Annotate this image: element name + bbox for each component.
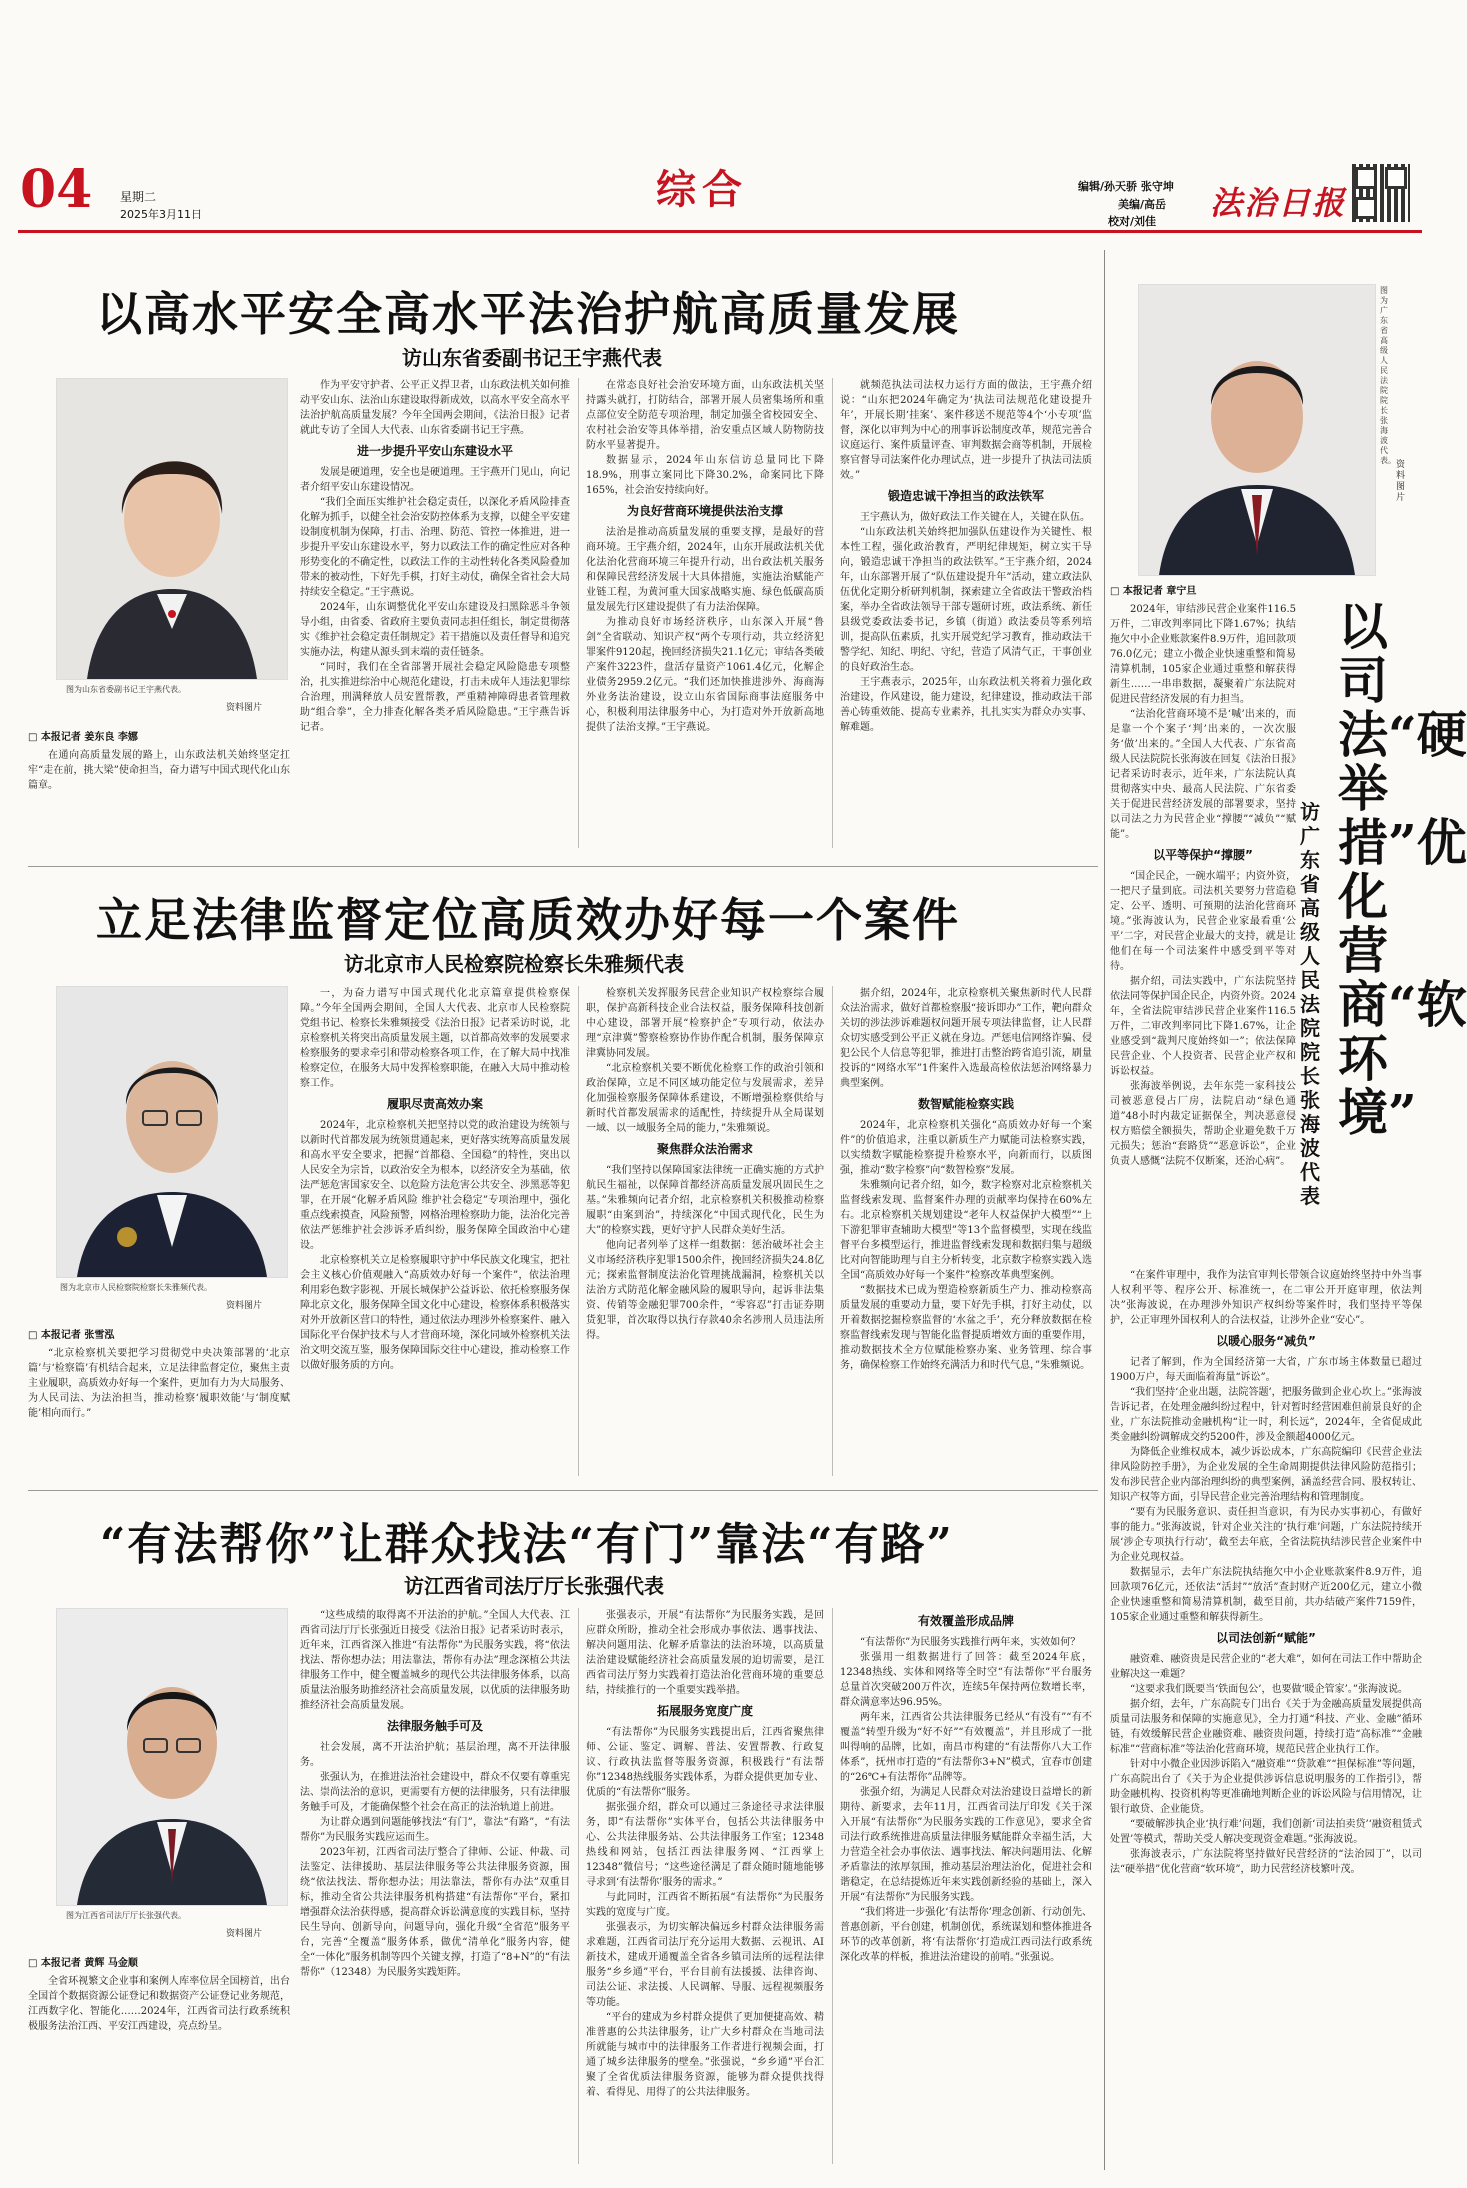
article2-section-heading: 以平等保护“撑腰”	[1153, 848, 1253, 862]
article4-section-heading: 法律服务触手可及	[386, 1719, 483, 1733]
article2-para: 张海波举例说，去年东莞一家科技公司被恶意侵占厂房，法院启动“绿色通道”48小时内裁定证据保全，判决恶意侵权方赔偿全额损失，帮助企业避免数千万元损失；惩治“套路贷”“恶意诉讼”，企业负责人感慨“法院不仅断案，还治心病”。	[1110, 1081, 1296, 1167]
column-divider	[1104, 250, 1105, 2170]
article2-section-heading: 以司法创新“赋能”	[1216, 1631, 1316, 1645]
article1-photo-credit: 资料图片	[226, 703, 263, 713]
article2-para: 张海波表示，广东法院将坚持做好民营经济的“法治园丁”，以司法“硬举措”优化营商“软环境”，助力民营经济枝繁叶茂。	[1110, 1849, 1422, 1875]
article4-lead: 全省环视繁文企业事和案例人库率位居全国榜首，出台全国首个数据资源公证登记和数据资产公证登记业务规范，江西数字化、智能化……2024年，江西省司法行政系统积极服务法治江西、平安江西建设，亮点纷呈。	[28, 1976, 290, 2032]
article1-para: “山东政法机关始终把加强队伍建设作为关键性、根本性工程，强化政治教育，严明纪律规矩，树立实干导向，锻造忠诚干净担当的政法铁军。”王宇燕介绍，2024年，山东部署开展了“队伍建设提升年”活动，建立政法队伍优化定期分析研判机制，探索建立全省政法干警政治档案，举办全省政法领导干部专题研讨班，政法系统、新任县级党委政法委书记，乡镇（街道）政法委员等系列培训，提高队伍素质，扎实开展党纪学习教育，推动政法干警学纪、知纪、明纪、守纪，营造了风清气正，干事创业的良好政治生态。	[840, 527, 1092, 673]
article4-photo-caption: 图为江西省司法厅厅长张强代表。	[66, 1911, 186, 1920]
article2-para: “我们坚持‘企业出题，法院答题’，把服务做到企业心坎上。”张海波告诉记者，在处理金融纠纷过程中，针对暂时经营困难但前景良好的企业，广东法院推动金融机构“让一时，利长远”，2024年，全省促成此类金融纠纷调解成交约5200件，涉及金额超4000亿元。	[1110, 1387, 1422, 1443]
article2-byline: □ 本报记者 章宁旦	[1110, 586, 1197, 597]
article2-para: “要破解涉执企业‘执行难’问题，我们创新‘司法拍卖贷’‘融资租赁式处置’等模式，帮助关受人解决变现资金难题。”张海波说。	[1110, 1819, 1422, 1845]
article4-para: 张强认为，在推进法治社会建设中，群众不仅要有尊重宪法、崇尚法治的意识，更需要有方便的法律服务，只有法律服务触手可及，才能确保整个社会在高正的法治轨道上前进。	[300, 1772, 570, 1813]
article4-para: “有法帮你”为民服务实践提出后，江西省聚焦律师、公证、鉴定、调解、普法、安置帮教、行政复议、行政执法监督等服务资源，积极践行“有法帮你”12348热线服务实践体系，为群众提供更加专业、优质的“有法帮你”服务。	[586, 1727, 824, 1798]
article4-para: 为让群众遇到问题能够找法“有门”，靠法“有路”，“有法帮你”为民服务实践应运而生。	[300, 1817, 570, 1843]
article2-photo-credit: 资料图片	[1396, 460, 1406, 503]
section-title: 综合	[656, 167, 748, 213]
article4-para: 两年来，江西省公共法律服务已经从“有没有”“有不覆盖”转型升级为“好不好”“有效覆盖”，并且形成了一批叫得响的品牌，比如，南昌市构建的“有法帮你八大工作体系”，抚州市打造的“有法帮你3+N”模式，宜春市创建的“26℃+有法帮你”品牌等。	[840, 1712, 1092, 1783]
article3-para: 他向记者列举了这样一组数据：惩治破坏社会主义市场经济秩序犯罪1500余件，挽回经济损失24.8亿元；探索监督制度法治化管理挑战漏洞，检察机关以法治方式防范化解金融风险的履职导向，起诉非法集资、传销等金融犯罪700余件，“零容忍”打击证券期货犯罪，首次取得以执行存款40余名涉刑人员违法所得。	[586, 1240, 824, 1341]
article1-portrait	[56, 378, 288, 680]
designers: 美编/高岳	[1118, 198, 1167, 211]
article1-para: 2024年，山东调整优化平安山东建设及扫黑除恶斗争领导小组，由省委、省政府主要负责同志担任组长，制定贯彻落实《维护社会稳定责任制规定》若干措施以及责任督导和追究实施办法，构建从源头到末端的责任链条。	[300, 602, 570, 658]
article1-col1	[300, 378, 570, 858]
article3-section-heading: 数智赋能检察实践	[917, 1097, 1014, 1111]
article4-para: 2023年初，江西省司法厅整合了律师、公证、仲裁、司法鉴定、法律援助、基层法律服务等公共法律服务资源，围绕“依法找法、帮你想办法；用法靠法，帮你有办法”双重目标，推动全省公共法律服务机构搭建“有法帮你”平台，紧扣增强群众法治获得感，提高群众诉讼满意度的实践目标，坚持民生导向、创新导向，问题导向，强化升级“全省范”服务平台，完善“全覆盖”服务体系，做优“清单化”服务内容，健全“一体化”服务机制等四个关键支撑，打造了“8+N”的“有法帮你”（12348）为民服务实践矩阵。	[300, 1847, 570, 1978]
article3-col3	[840, 986, 1092, 1482]
article4-photo-credit: 资料图片	[226, 1929, 263, 1939]
article4-para: “这些成绩的取得离不开法治的护航。”全国人大代表、江西省司法厅厅长张强近日接受《法治日报》记者采访时表示，近年来，江西省深入推进“有法帮你”为民服务实践，将“依法找法、帮你想办法；用法靠法，帮你有办法”理念深植公共法律服务工作中，健全覆盖城乡的现代公共法律服务体系，以高质量法治服务助推经济社会高质量发展，以优质的法律服务助推经济社会高质量发展。	[300, 1610, 570, 1711]
article3-para: 2024年，北京检察机关把坚持以党的政治建设为统领与以新时代首都发展为统领贯通起来，更好落实统筹高质量发展和高水平安全要求，把握“首都稳、全国稳”的特性，突出以人民安全为宗旨，以政治安全为根本，以经济安全为基础，依法严惩危害国家安全、以危险方法危害公共安全、涉黑恶等犯罪，在开展“化解矛盾风险 维护社会稳定”专项治理中，强化重点线索摸查，风险预警，网格治理检察助力能，法治化完善依法严惩维护社会涉诉矛盾纠纷，服务保障全国政治中心建设。	[300, 1120, 570, 1251]
article4-col1	[300, 1608, 570, 2168]
article1-section-heading: 进一步提升平安山东建设水平	[356, 444, 513, 458]
article1-byline: □ 本报记者 姜东良 李娜	[28, 732, 138, 743]
article2-portrait	[1138, 284, 1376, 576]
article2-para: “国企民企，一碗水端平；内资外资，一把尺子量到底。司法机关要努力营造稳定、公平、透明、可预期的法治化营商环境。”张海波认为，民营企业家最看重‘公平’二字，对民营企业最大的支持，就是让他们在每一个司法案件中感受到平等对待。	[1110, 871, 1296, 972]
article2-para: “法治化营商环境不是‘喊’出来的，而是靠一个个案子‘判’出来的，一次次服务‘做’出来的。”全国人大代表、广东省高级人民法院院长张海波在回复《法治日报》记者采访时表示，近年来，广东法院认真贯彻落实中央、最高人民法院、广东省委关于促进民营经济发展的部署要求，坚持以司法之力为民营企业“撑腰”“减负”“赋能”。	[1110, 709, 1296, 840]
article-separator	[28, 866, 1098, 867]
article3-para: “数据技术已成为塑造检察新质生产力、推动检察高质量发展的重要动力量，要下好先手棋，打好主动仗，以开着数据挖掘检察监督的‘水盆之手’，充分释放数据在检察监督线索发现与智能化监督提质增效方面的重要作用，推动数据技术全方位赋能检察办案、业务管理、综合事务，确保检察工作始终充满活力和时代气息，”朱雅频说。	[840, 1285, 1092, 1371]
article3-title: 立足法律监督定位高质效办好每一个案件	[96, 893, 960, 947]
article3-para: 北京检察机关立足检察履职守护中华民族文化瑰宝，把社会主义核心价值观融入“高质效办好每一个案件”，依法治理利用彩色数字影视、开展长城保护公益诉讼、依托检察服务保障北京文化，服务保障全国文化中心建设，检察体系积极落实对外开放新区营口的特性，通过依法办理涉外检察案件、融入国际化平台保护技术与人才营商环境，深化同域外检察机关法治文明交流互鉴，服务保障国际交往中心建设，推动检察工作以做好服务质的方向。	[300, 1255, 570, 1371]
article1-subtitle: 访山东省委副书记王宇燕代表	[402, 346, 662, 370]
article1-lead: 在通向高质量发展的路上，山东政法机关始终坚定扛牢“走在前，挑大梁”使命担当，奋力谱写中国式现代化山东篇章。	[28, 750, 290, 791]
article3-para: 2024年，北京检察机关强化“高质效办好每一个案件”的价值追求，注重以新质生产力赋能司法检察实践，以实绩数字赋能检察提升检察水平，向新而行，以质图强，推动“数字检察”向“数智检察”发展。	[840, 1120, 1092, 1176]
article4-section-heading: 有效覆盖形成品牌	[917, 1614, 1014, 1628]
article4-subtitle: 访江西省司法厅厅长张强代表	[404, 1574, 664, 1598]
article1-col3	[840, 378, 1092, 858]
article3-photo-credit: 资料图片	[226, 1301, 263, 1311]
article2-para: 针对中小微企业因涉诉陷入“融资难”“贷款难”“担保标准”等问题，广东高院出台了《关于为企业提供涉诉信息说明服务的工作指引》，帮助金融机构、投资机构等更准确地判断企业的诉讼风险与信用情况，让银行敢贷、企业能贷。	[1110, 1759, 1422, 1815]
article3-para: 检察机关发挥服务民营企业知识产权检察综合履职，保护高新科技企业合法权益，服务保障科技创新中心建设，部署开展“检察护企”专项行动，依法办理“京津冀”警察检察协作协作配合机制，服务保障京津冀协同发展。	[586, 988, 824, 1059]
column-divider	[578, 986, 579, 1476]
article3-subtitle: 访北京市人民检察院检察长朱雅频代表	[344, 952, 684, 976]
article2-col-bottom	[1110, 1268, 1422, 2168]
article3-col2	[586, 986, 824, 1482]
article1-para: 王宇燕认为，做好政法工作关键在人，关键在队伍。	[860, 512, 1090, 523]
proofreader: 校对/刘佳	[1108, 215, 1157, 228]
paper-logo: 法治日报	[1210, 184, 1347, 222]
article1-section-heading: 为良好营商环境提供法治支撑	[626, 504, 783, 518]
article3-col1	[300, 986, 570, 1482]
article4-para: 张强介绍，为满足人民群众对法治建设日益增长的新期待、新要求，去年11月，江西省司法厅印发《关于深入开展“有法帮你”为民服务实践的工作意见》，要求全省司法行政系统推进高质量法律服务赋能群众幸福生活，大力营造全社会办事依法、遇事找法、解决问题用法、化解矛盾靠法的浓厚氛围，推动基层治理法治化，促进社会和谐稳定，在总结提炼近年来实践创新经验的基础上，深入开展“有法帮你”为民服务实践。	[840, 1787, 1092, 1903]
article4-para: 据张强介绍，群众可以通过三条途径寻求法律服务，即“有法帮你”实体平台，包括公共法律服务中心、公共法律服务站、公共法律服务工作室；12348热线和网站，包括江西法律服务网、“江西掌上12348”微信号；“这些途径满足了群众随时随地能够寻求到‘有法帮你’服务的需求。”	[586, 1802, 824, 1888]
article4-para: 张强表示，为切实解决偏远乡村群众法律服务需求难题，江西省司法厅充分运用大数据、云视讯、AI新技术，建成开通覆盖全省各乡镇司法所的远程法律服务“乡乡通”平台，平台目前有法援援、法律咨询、司法公证、求法援、人民调解、导服、远程视频服务等功能。	[586, 1922, 824, 2008]
article3-section-heading: 聚焦群众法治需求	[656, 1142, 753, 1156]
article1-photo-caption: 图为山东省委副书记王宇燕代表。	[66, 685, 186, 694]
article1-para: 作为平安守护者、公平正义捍卫者，山东政法机关如何推动平安山东、法治山东建设取得新成效，以高水平安全高水平法治护航高质量发展？今年全国两会期间，《法治日报》记者就此专访了全国人大代表、山东省委副书记王宇燕。	[300, 380, 570, 436]
article1-para: “我们全面压实维护社会稳定责任，以深化矛盾风险排查化解为抓手，以健全社会治安防控体系为支撑，以健全平安建设制度机制为保障，打击、治理、防范、管控一体推进，进一步提升平安山东建设水平，努力以政法工作的确定性应对各种形势变化的不确定性，以政法工作的主动性转化各类风险叠加带来的被动性，下好先手棋，打好主动仗，确保全省社会大局持续安全稳定。”王宇燕说。	[300, 497, 570, 598]
article3-para: “北京检察机关要不断优化检察工作的政治引领和政治保障，立足不同区域功能定位与发展需求，差异化加强检察服务保障体系建设，不断增强检察供给与新时代首都发展需求的适配性，持续提升从全局谋划一域、以一域服务全局的能力，”朱雅频说。	[586, 1063, 824, 1134]
article4-para: 与此同时，江西省不断拓展“有法帮你”为民服务实践的宽度与广度。	[586, 1892, 824, 1918]
article4-byline: □ 本报记者 黄辉 马金顺	[28, 1958, 138, 1969]
article3-para: 据介绍，2024年，北京检察机关聚焦新时代人民群众法治需求，做好首都检察服“接诉即办”工作，靶向群众关切的涉法涉诉难题权问题开展专项法律监督，让人民群众切实感受到公平正义就在身边。严惩电信网络诈骗、侵犯公民个人信息等犯罪，推进打击整治跨省追引流，刷量投诉的“网络水军”1件案件入选最高检依法惩治网络暴力典型案例。	[840, 988, 1092, 1089]
article4-para: “平台的建成为乡村群众提供了更加便捷高效、精准普惠的公共法律服务，让广大乡村群众在当地司法所就能与城市中的法律服务工作者进行视频会面，打通了城乡法律服务的壁垒。”张强说，“乡乡通”平台汇聚了全省优质法律服务资源，能够为群众提供找得着、看得见、用得了的公共法律服务。	[586, 2012, 824, 2098]
article2-para: 数据显示，去年广东法院执结拖欠中小企业账款案件8.9万件，追回款项76亿元，还依法“活封”“放活”查封财产近200亿元，建立小微企业快速重整和简易清算机制，截至目前，共办结破产案件7159件，105家企业通过重整和解获得新生。	[1110, 1567, 1422, 1623]
article1-section-heading: 锻造忠诚干净担当的政法铁军	[887, 489, 1044, 503]
column-divider	[832, 1608, 833, 2164]
article3-para: 朱雅频向记者介绍，如今，数字检察对北京检察机关监督线索发现、监督案件办理的贡献率均保持在60%左右。北京检察机关规划建设“老年人权益保护大模型”“上下游犯罪审查辅助大模型”等13个监督模型，实现在线监督平台多模型运行，推进监督线索发现和数据归集与超级比对向智能助理与自主分析转变，北京数字检察实践入选全国“高质效办好每一个案件”检察改革典型案例。	[840, 1180, 1092, 1281]
column-divider	[832, 378, 833, 848]
article3-lead: “北京检察机关要把学习贯彻党中央决策部署的‘北京篇’与‘检察篇’有机结合起来，立足法律监督定位，聚焦主责主业履职，高质效办好每一个案件，更加有力为大局服务、为人民司法、为法治担当，推动检察‘履职效能’与‘制度赋能’相向而行。”	[28, 1348, 290, 1419]
article3-section-heading: 履职尽责高效办案	[386, 1097, 483, 1111]
article1-col2	[586, 378, 824, 858]
column-divider	[578, 378, 579, 848]
article2-para: 记者了解到，作为全国经济第一大省，广东市场主体数量已超过1900万户，每天面临着海量“诉讼”。	[1110, 1357, 1422, 1383]
article4-para: 社会发展，离不开法治护航；基层治理，离不开法律服务。	[300, 1742, 570, 1768]
article2-title: 以司法“硬举措”优化营商“软环境”	[1338, 597, 1467, 1142]
article2-subtitle: 访广东省高级人民法院院长张海波代表	[1300, 800, 1320, 1208]
article2-section-heading: 以暖心服务“减负”	[1216, 1334, 1316, 1348]
header-rule	[18, 230, 1422, 233]
article3-byline: □ 本报记者 张雪泓	[28, 1330, 115, 1341]
weekday: 星期二	[120, 190, 157, 204]
article1-para: 在常态良好社会治安环境方面，山东政法机关坚持露头就打，打防结合，部署开展人员密集场所和重点部位安全防范专项治理，制定加强全省校园安全、农村社会治安等具体举措，治安重点区域人防物防技防水平显著提升。	[586, 380, 824, 451]
article2-para: 据介绍，司法实践中，广东法院坚持依法同等保护国企民企，内资外资。2024年，全省法院审结涉民营企业案件116.5万件，二审改判率同比下降1.67%，让企业感受到“裁判尺度始终如一”；依法保障民营企业、个人投资者、民营企业产权和诉讼权益。	[1110, 976, 1296, 1077]
article2-para: “要有为民服务意识、责任担当意识，有为民办实事初心，有做好事的能力。”张海波说，针对企业关注的‘执行难’问题，广东法院持续开展‘涉企专项执行行动’，截至去年底，全省法院执结涉民营企业案件中为企业兑现权益。	[1110, 1507, 1422, 1563]
article2-para: “这要求我们既要当‘铁面包公’，也要做‘暖企管家’。”张海波说。	[1130, 1684, 1408, 1695]
article1-para: 法治是推动高质量发展的重要支撑，是最好的营商环境。王宇燕介绍，2024年，山东开展政法机关优化法治化营商环境三年提升行动，出台政法机关服务和保障民营经济发展十大具体措施，实施法治赋能产业链工程，为黄河重大国家战略实施、绿色低碳高质量发展先行区建设提供了有力法治保障。	[586, 527, 824, 613]
article4-col2	[586, 1608, 824, 2168]
article4-col3	[840, 1608, 1092, 2168]
column-divider	[578, 1608, 579, 2164]
article2-para: 为降低企业维权成本，减少诉讼成本，广东高院编印《民营企业法律风险防控手册》，为企业发展的全生命周期提供法律风险防范指引；发布涉民营企业内部治理纠纷的典型案例，涵盖经营合同、股权转让、知识产权等方面，引导民营企业完善治理结构和管理制度。	[1110, 1447, 1422, 1503]
article3-portrait	[56, 986, 288, 1278]
article2-photo-caption: 图为广东省高级人民法院院长张海波代表。	[1380, 286, 1396, 465]
column-divider	[832, 986, 833, 1476]
article1-para: 发展是硬道理，安全也是硬道理。王宇燕开门见山，向记者介绍平安山东建设情况。	[300, 467, 570, 493]
article1-para: 就频范执法司法权力运行方面的做法，王宇燕介绍说：“山东把2024年确定为‘执法司法规范化建设提升年’，开展长期‘挂案’、案件移送不规范等4个‘小专项’监督，深化以审判为中心的刑事诉讼制度改革，规范完善合议庭运行、案件质量评查、审判数据会商等机制，开展检察官督导司法案件化办理试点，进一步提升了执法司法质效。”	[840, 380, 1092, 481]
article2-para: 融资难、融资贵是民营企业的“老大难”，如何在司法工作中帮助企业解决这一难题？	[1110, 1654, 1422, 1680]
article4-portrait	[56, 1608, 288, 1906]
article2-para: 据介绍，去年，广东高院专门出台《关于为金融高质量发展提供高质量司法服务和保障的实施意见》，全力打通“科技、产业、金融”循环链，有效缓解民营企业融资难、融资贵问题，持续打造“高标准”“金融标准”“营商标准”等法治化营商环境，规范民营企业执行工作。	[1110, 1699, 1422, 1755]
article1-title: 以高水平安全高水平法治护航高质量发展	[96, 287, 960, 341]
qr-code-icon	[1352, 164, 1410, 222]
article1-para: “同时，我们在全省部署开展社会稳定风险隐患专项整治，扎实推进综治中心规范化建设，打击未成年人违法犯罪综合治理，刑满释放人员安置帮教，严重精神障碍患者管理救助“组合拳”，全力排查化解各类矛盾风险隐患。”王宇燕告诉记者。	[300, 662, 570, 733]
article2-para: 2024年，审结涉民营企业案件116.5万件，二审改判率同比下降1.67%；执结拖欠中小企业账款案件8.9万件，追回款项76.0亿元；建立小微企业快速重整和简易清算机制，105家企业通过重整和解获得新生……一串串数据，凝聚着广东法院对促进民营经济发展的有力担当。	[1110, 604, 1296, 705]
article4-para: “有法帮你”为民服务实践推行两年来，实效如何？	[860, 1637, 1081, 1648]
article4-title: “有法帮你”让群众找法“有门”靠法“有路”	[100, 1519, 954, 1570]
article4-para: “我们将进一步强化‘有法帮你’理念创新、行动创先、普惠创新，平台创建，机制创优，系统谋划和整体推进各环节的改革创新，将‘有法帮你’打造成江西司法行政系统深化改革的样板，推进法治建设的前哨。”张强说。	[840, 1907, 1092, 1963]
article2-col-top	[1110, 602, 1296, 1262]
article4-para: 张强表示，开展“有法帮你”为民服务实践，是回应群众所盼，推动全社会形成办事依法、遇事找法、解决问题用法、化解矛盾靠法的法治环境，以高质量法治建设赋能经济社会高质量发展的迫切需要，是江西省司法厅努力实践着打造法治化营商环境的重要总结，持续推行的一个重要实践举措。	[586, 1610, 824, 1696]
article1-para: 王宇燕表示，2025年，山东政法机关将着力强化政治建设，作风建设，能力建设，纪律建设，推动政法干部善心铸重效能、提高专业素养，扎扎实实为群众办实事、解难题。	[840, 677, 1092, 733]
article3-photo-caption: 图为北京市人民检察院检察长朱雅频代表。	[60, 1283, 212, 1292]
article3-para: “我们坚持以保障国家法律统一正确实施的方式护航民生福祉，以保障首都经济高质量发展巩固民生之基。”朱雅频向记者介绍，北京检察机关积极推动检察履职“由案到治”，持续深化“中国式现代化，民生为大”的检察实践，更好守护人民群众美好生活。	[586, 1165, 824, 1236]
article-separator	[28, 1490, 1098, 1491]
article3-para: 一，为奋力谱写中国式现代化北京篇章提供检察保障。”今年全国两会期间，全国人大代表、北京市人民检察院党组书记、检察长朱雅频接受《法治日报》记者采访时说，北京检察机关将突出高质量发展主题，以首都高效率的发展要求检察服务的要求牵引和带动检察各项工作，在了解大局中找准检察定位，在服务大局中发挥检察职能，在融入大局中推动检察工作。	[300, 988, 570, 1089]
article1-para: 为推动良好市场经济秩序，山东深入开展“鲁剑”全省联动、知识产权“两个专项行动，共立经济犯罪案件9120起，挽回经济损失21.1亿元；审结各类破产案件3223件，盘活存量资产1061.4亿元，化解企业债务2959.2亿元。“我们还加快推进涉外、海商海外业务法治建设，设立山东省国际商事法庭服务中心，积极利用法律服务中心，为打造对外开放新高地提供了法治支撑。”王宇燕说。	[586, 617, 824, 733]
issue-date: 2025年3月11日	[120, 208, 202, 221]
article1-para: 数据显示，2024年山东信访总量同比下降18.9%，刑事立案同比下降30.2%，命案同比下降165%，社会治安持续向好。	[586, 455, 824, 496]
page-number: 04	[20, 159, 93, 220]
article4-para: 张强用一组数据进行了回答：截至2024年底，12348热线、实体和网络等全时空“有法帮你”平台服务总量首次突破200万件次，连续5年保持两位数增长率，群众满意率达96.95%。	[840, 1652, 1092, 1708]
article2-para: “在案件审理中，我作为法官审判长带领合议庭始终坚持中外当事人权利平等、程序公开、标准统一，在二审公开开庭审理，依法判决”张海波说，在办理涉外知识产权纠纷等案件时，我们坚持平等保护，公正审理外国权利人的合法权益，让涉外企业“安心”。	[1110, 1270, 1422, 1326]
article4-section-heading: 拓展服务宽度广度	[656, 1704, 753, 1718]
editors: 编辑/孙天骄 张守坤	[1078, 180, 1174, 193]
